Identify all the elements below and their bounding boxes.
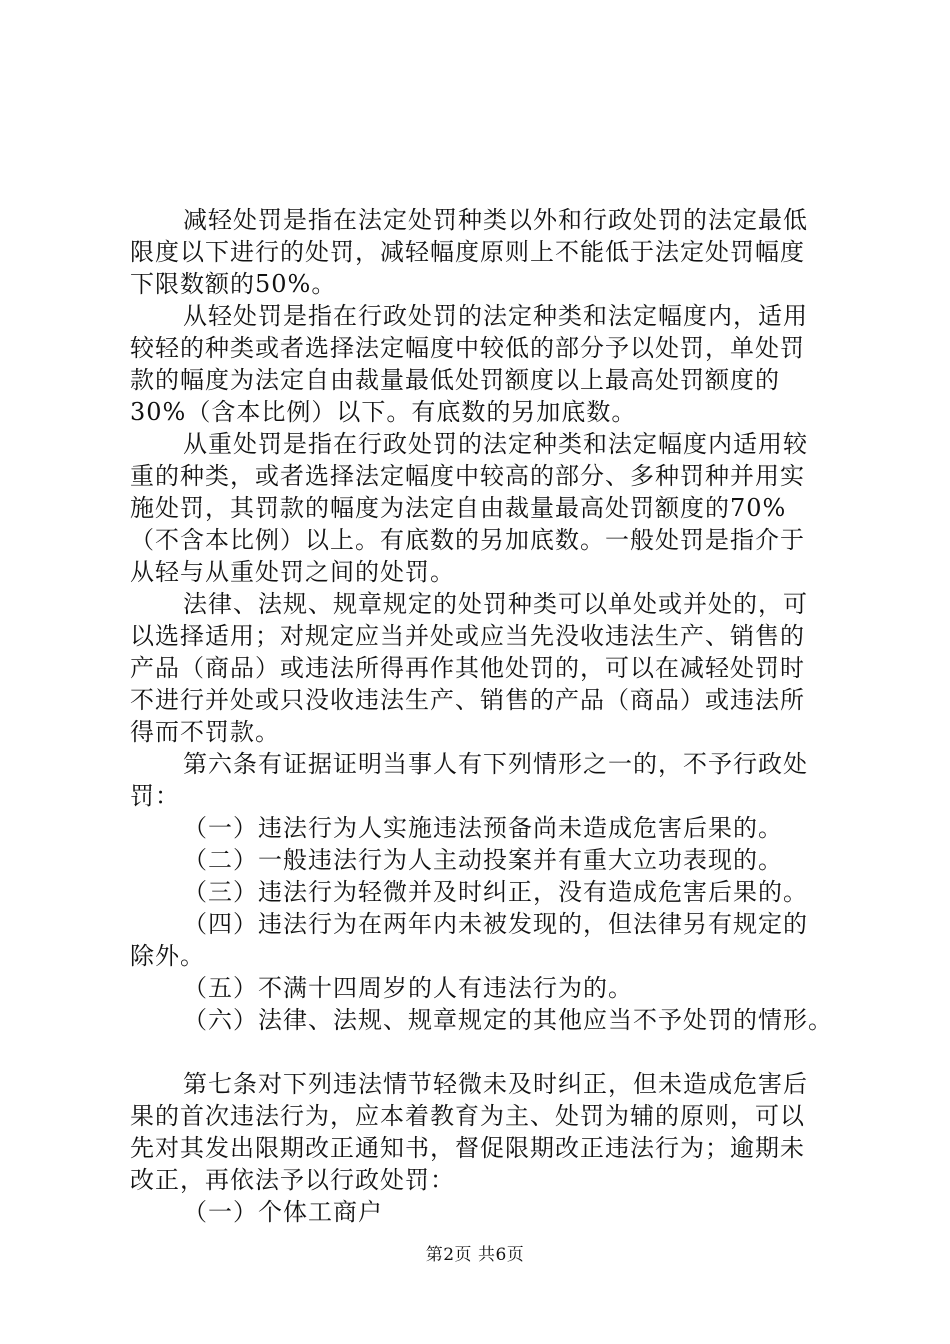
text-line: （不含本比例）以上。有底数的另加底数。一般处罚是指介于	[130, 526, 805, 554]
text-line: 除外。	[130, 942, 205, 970]
text-line: 施处罚，其罚款的幅度为法定自由裁量最高处罚额度的70%	[130, 494, 787, 522]
text-line: 得而不罚款。	[130, 718, 280, 746]
text-line: 产品（商品）或违法所得再作其他处罚的，可以在减轻处罚时	[130, 654, 805, 682]
text-line: （一）违法行为人实施违法预备尚未造成危害后果的。	[183, 814, 783, 842]
text-line: 减轻处罚是指在法定处罚种类以外和行政处罚的法定最低	[183, 206, 808, 234]
text-line: 30%（含本比例）以下。有底数的另加底数。	[130, 398, 637, 426]
text-line: 从重处罚是指在行政处罚的法定种类和法定幅度内适用较	[183, 430, 808, 458]
text-line: （一）个体工商户	[183, 1198, 383, 1226]
text-line: 从轻处罚是指在行政处罚的法定种类和法定幅度内，适用	[183, 302, 808, 330]
text-line: 法律、法规、规章规定的处罚种类可以单处或并处的，可	[183, 590, 808, 618]
text-line: 果的首次违法行为，应本着教育为主、处罚为辅的原则，可以	[130, 1102, 805, 1130]
text-line: 从轻与从重处罚之间的处罚。	[130, 558, 455, 586]
text-line: （四）违法行为在两年内未被发现的，但法律另有规定的	[183, 910, 808, 938]
text-line: 第六条有证据证明当事人有下列情形之一的，不予行政处	[183, 750, 808, 778]
text-line: 款的幅度为法定自由裁量最低处罚额度以上最高处罚额度的	[130, 366, 780, 394]
text-line: 以选择适用；对规定应当并处或应当先没收违法生产、销售的	[130, 622, 805, 650]
text-line: 重的种类，或者选择法定幅度中较高的部分、多种罚种并用实	[130, 462, 805, 490]
text-line: 改正，再依法予以行政处罚：	[130, 1166, 455, 1194]
text-line: 限度以下进行的处罚，减轻幅度原则上不能低于法定处罚幅度	[130, 238, 805, 266]
text-line: 较轻的种类或者选择法定幅度中较低的部分予以处罚，单处罚	[130, 334, 805, 362]
text-line: （五）不满十四周岁的人有违法行为的。	[183, 974, 633, 1002]
page-number-footer: 第2页 共6页	[425, 1245, 525, 1265]
text-line: 下限数额的50%。	[130, 270, 337, 298]
text-line: 第七条对下列违法情节轻微未及时纠正，但未造成危害后	[183, 1070, 808, 1098]
text-line: （三）违法行为轻微并及时纠正，没有造成危害后果的。	[183, 878, 808, 906]
text-line: 罚：	[130, 782, 180, 810]
text-line: 不进行并处或只没收违法生产、销售的产品（商品）或违法所	[130, 686, 805, 714]
text-line: （二）一般违法行为人主动投案并有重大立功表现的。	[183, 846, 783, 874]
text-line: 先对其发出限期改正通知书，督促限期改正违法行为；逾期未	[130, 1134, 805, 1162]
text-line: （六）法律、法规、规章规定的其他应当不予处罚的情形。	[183, 1006, 833, 1034]
